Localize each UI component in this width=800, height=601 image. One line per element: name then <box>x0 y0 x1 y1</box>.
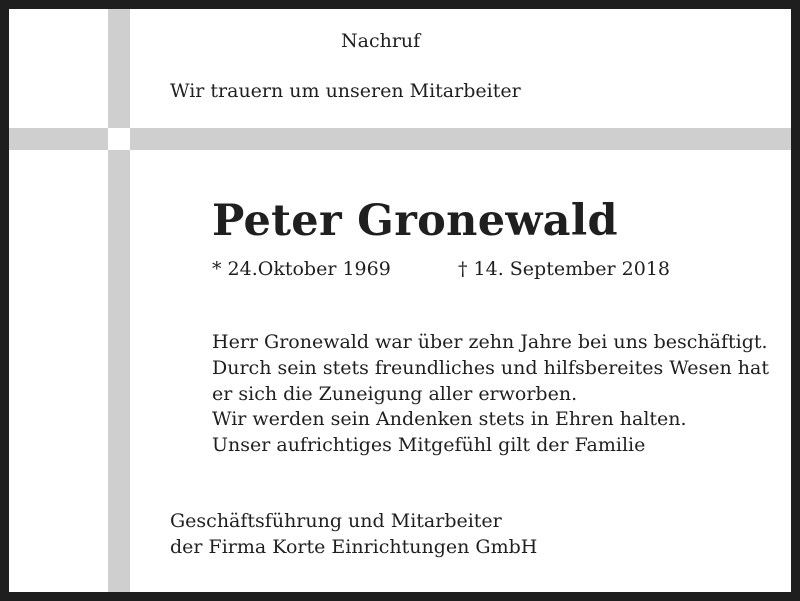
tribute-line: er sich die Zuneigung aller erworben. <box>212 382 578 405</box>
signature-line: der Firma Korte Einrichtungen GmbH <box>170 535 538 558</box>
tribute-line: Durch sein stets freundliches und hilfsbereites Wesen hat <box>212 356 769 379</box>
tribute-line: Unser aufrichtiges Mitgefühl gilt der Familie <box>212 434 646 457</box>
cross-center-gap <box>108 128 130 150</box>
tribute-line: Herr Gronewald war über zehn Jahre bei uns beschäftigt. <box>212 331 768 353</box>
tribute-line: Wir werden sein Andenken stets in Ehren halten. <box>212 408 687 431</box>
birth-date: * 24.Oktober 1969 <box>212 258 391 280</box>
notice-subheading: Wir trauern um unseren Mitarbeiter <box>170 80 521 102</box>
deceased-name: Peter Gronewald <box>212 196 618 246</box>
tribute-text <box>212 330 769 459</box>
signature-line: Geschäftsführung und Mitarbeiter <box>170 510 502 532</box>
notice-heading: Nachruf <box>341 30 421 52</box>
death-date: † 14. September 2018 <box>458 258 670 280</box>
signature-block <box>170 509 537 560</box>
cross-vertical-bar <box>108 9 130 592</box>
